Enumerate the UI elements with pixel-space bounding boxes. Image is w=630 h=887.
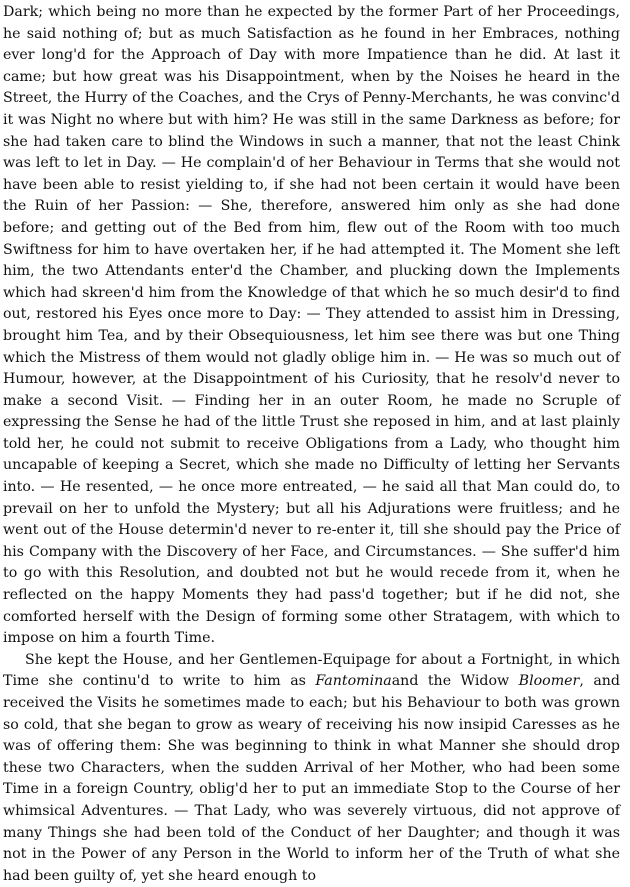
paragraph-2-text-part-2: and the Widow bbox=[391, 673, 519, 690]
paragraph-1 bbox=[3, 2, 620, 650]
paragraph-2-text-part-1: She kept the House, and her Gentlemen-Equipage for about a Fortnight, in which Time she continu'd to write to him as bbox=[3, 651, 620, 690]
paragraph-2 bbox=[3, 650, 620, 887]
character-name-bloomer: Bloomer bbox=[518, 673, 580, 690]
paragraph-1-text: Dark; which being no more than he expected by the former Part of her Proceedings, he said nothing of; but as much Satisfaction as he found in her Embraces, nothing ever long'd for the Approach of Day with more Impatience than he did. At last it came; but how great was his Disappointment, when by the Noises he heard in the Street, the Hurry of the Coaches, and the Crys of Penny-Merchants, he was convinc'd it was Night no where but with him? He was still in the same Darkness as before; for she had taken care to blind the Windows in such a manner, that not the least Chink was left to let in Day. — He complain'd of her Behaviour in Terms that she would not have been able to resist yielding to, if she had not been certain it would have been the Ruin of her Passion: — She, therefore, answered him only as she had done before; and getting out of the Bed from him, flew out of the Room with too much Swiftness for him to have overtaken her, if he had attempted it. The Moment she left him, the two Attendants enter'd the Chamber, and plucking down the Implements which had skreen'd him from the Knowledge of that which he so much desir'd to find out, restored his Eyes once more to Day: — They attended to assist him in Dressing, brought him Tea, and by their Obsequiousness, let him see there was but one Thing which the Mistress of them would not gladly oblige him in. — He was so much out of Humour, however, at the Disappointment of his Curiosity, that he resolv'd never to make a second Visit. — Finding her in an outer Room, he made no Scruple of expressing the Sense he had of the little Trust she reposed in him, and at last plainly told her, he could not submit to receive Obligations from a Lady, who thought him uncapable of keeping a Secret, which she made no Difficulty of letting her Servants into. — He resented, — he once more entreated, — he said all that Man could do, to prevail on her to unfold the Mystery; but all his Adjurations were fruitless; and he went out of the House determin'd never to re-enter it, till she should pay the Price of his Company with the Discovery of her Face, and Circumstances. — She suffer'd him to go with this Resolution, and doubted not but he would recede from it, when he reflected on the happy Moments they had pass'd together; but if he did not, she comforted herself with the Design of forming some other Stratagem, with which to impose on him a fourth Time. bbox=[3, 4, 620, 647]
character-name-fantomina: Fantomina bbox=[315, 673, 392, 690]
paragraph-2-text-part-3: , and received the Visits he sometimes made to each; but his Behaviour to both was grown so cold, that she began to grow as weary of receiving his now insipid Caresses as he was of offering them: She was beginning to think in what Manner she should drop these two Characters, when the sudden Arrival of her Mother, who had been some Time in a foreign Country, oblig'd her to put an immediate Stop to the Course of her whimsical Adventures. — That Lady, who was severely virtuous, did not approve of many Things she had been told of the Conduct of her Daughter; and though it was not in the Power of any Person in the World to inform her of the Truth of what she had been guilty of, yet she heard enough to bbox=[3, 673, 620, 884]
